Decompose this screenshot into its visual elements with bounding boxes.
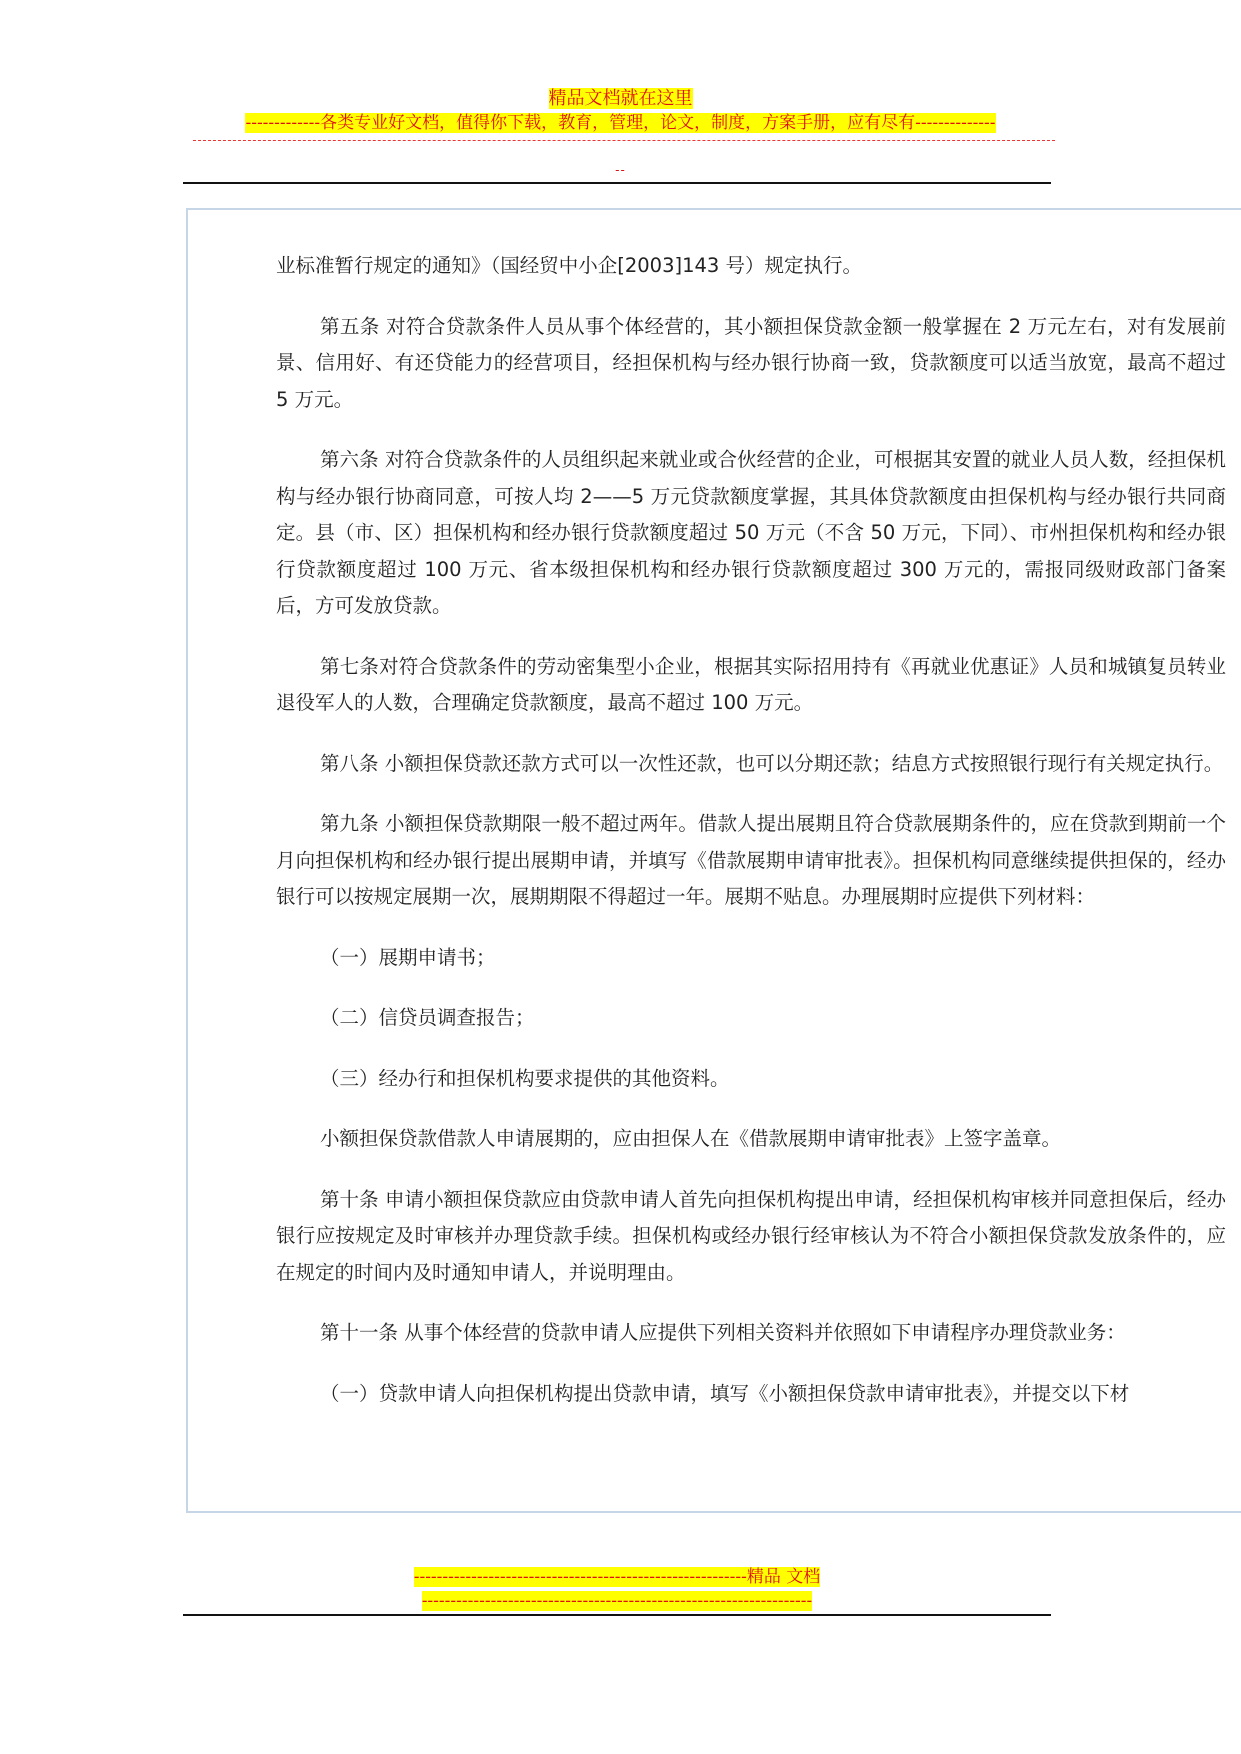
article-5: 第五条 对符合贷款条件人员从事个体经营的，其小额担保贷款金额一般掌握在 2 万元左右，对有发展前景、信用好、有还贷能力的经营项目，经担保机构与经办银行协商一致，贷款额度可以适当放宽，最高不超过 5 万元。 — [276, 314, 1226, 411]
footer-banner — [392, 1565, 842, 1613]
list-item: （一）展期申请书； — [320, 945, 496, 969]
footer-line-2: -------------------------------------------------------------------- — [421, 1591, 813, 1611]
article-9: 第九条 小额担保贷款期限一般不超过两年。借款人提出展期且符合贷款展期条件的，应在贷款到期前一个月向担保机构和经办银行提出展期申请，并填写《借款展期申请审批表》。担保机构同意继续提供担保的，经办银行可以按规定展期一次，展期期限不得超过一年。展期不贴息。办理展期时应提供下列材料： — [276, 812, 1226, 908]
header-title: 精品文档就在这里 — [548, 88, 693, 109]
footer-rule — [183, 1614, 1051, 1616]
extension-note: 小额担保贷款借款人申请展期的，应由担保人在《借款展期申请审批表》上签字盖章。 — [320, 1127, 1062, 1150]
article-10: 第十条 申请小额担保贷款应由贷款申请人首先向担保机构提出申请，经担保机构审核并同意担保后，经办银行应按规定及时审核并办理贷款手续。担保机构或经办银行经审核认为不符合小额担保贷款发放条件的，应在规定的时间内及时通知申请人，并说明理由。 — [276, 1187, 1226, 1284]
article-11: 第十一条 从事个体经营的贷款申请人应提供下列相关资料并依照如下申请程序办理贷款业务： — [320, 1321, 1126, 1344]
list-item: （一）贷款申请人向担保机构提出贷款申请，填写《小额担保贷款申请审批表》，并提交以下材 — [320, 1381, 1130, 1405]
list-item: （二）信贷员调查报告； — [320, 1006, 535, 1029]
list-item: （三）经办行和担保机构要求提供的其他资料。 — [320, 1066, 730, 1090]
article-7: 第七条对符合贷款条件的劳动密集型小企业，根据其实际招用持有《再就业优惠证》人员和城镇复员转业退役军人的人数，合理确定贷款额度，最高不超过 100 万元。 — [276, 654, 1226, 714]
paragraph-continued: 业标准暂行规定的通知》（国经贸中小企[2003]143 号）规定执行。 — [276, 254, 863, 277]
header-subtitle: -------------各类专业好文档，值得你下载，教育，管理，论文，制度，方案手册，应有尽有-------------- — [245, 113, 996, 133]
footer-line-1: ----------------------------------------------------------精品 文档 — [413, 1567, 821, 1587]
header-rule — [183, 182, 1051, 184]
header-dash-tail: -- — [615, 163, 626, 177]
article-8: 第八条 小额担保贷款还款方式可以一次性还款，也可以分期还款；结息方式按照银行现行有关规定执行。 — [320, 751, 1224, 775]
article-6: 第六条 对符合贷款条件的人员组织起来就业或合伙经营的企业，可根据其安置的就业人员人数，经担保机构与经办银行协商同意，可按人均 2——5 万元贷款额度掌握，其具体贷款额度由担保机构与经办银行共同商定。县（市、区）担保机构和经办银行贷款额度超过 50 万元（不含 50 万元，下同）、市州担保机构和经办银行贷款额度超过 100 万元、省本级担保机构和经办银行贷款额度超过 300 万元的，需报同级财政部门备案后，方可发放贷款。 — [276, 448, 1226, 617]
header-dashed-line — [193, 140, 1055, 149]
document-body — [276, 248, 1226, 1412]
